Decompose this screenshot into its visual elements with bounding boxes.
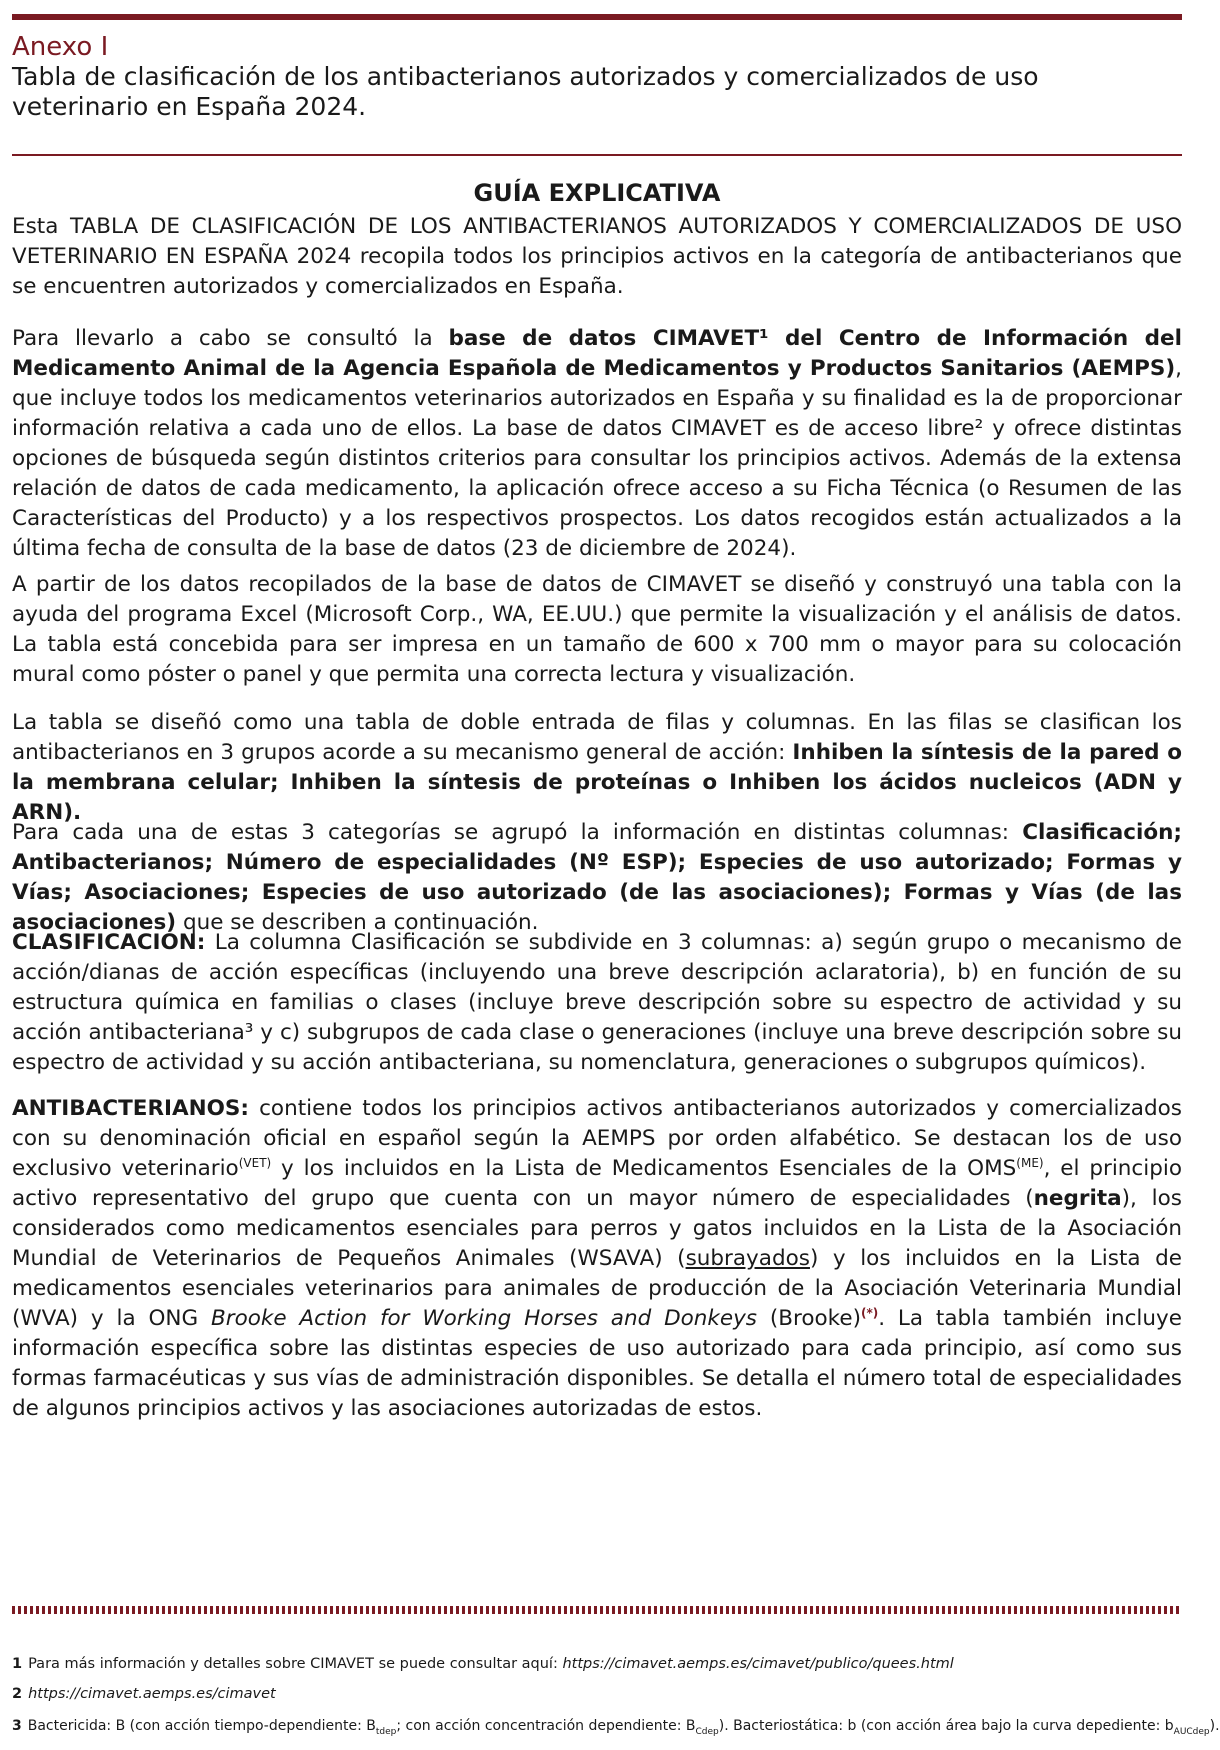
- paragraph-columns: [12, 818, 1182, 938]
- top-divider: [12, 14, 1182, 20]
- title-divider: [12, 154, 1182, 156]
- vet-superscript: (VET): [238, 1155, 272, 1170]
- star-superscript: (*): [860, 1305, 879, 1320]
- paragraph-structure: [12, 708, 1182, 828]
- footnote-3-sub-tdep: tdep: [375, 1726, 397, 1737]
- paragraph-antibacterianos: [12, 1094, 1182, 1424]
- antibacterianos-text-b: y los incluidos en la Lista de Medicamentos Esenciales de la OMS: [271, 1156, 1017, 1181]
- paragraph-intro: [12, 212, 1182, 302]
- footnote-1-number: 1: [12, 1656, 23, 1672]
- footnote-3-number: 3: [12, 1718, 22, 1734]
- document-title: Tabla de clasificación de los antibacterianos autorizados y comercializados de uso veterinario en España 2024.: [12, 62, 1039, 121]
- paragraph-intro-text: Esta TABLA DE CLASIFICACIÓN DE LOS ANTIBACTERIANOS AUTORIZADOS Y COMERCIALIZADOS DE USO VETERINARIO EN ESPAÑA 2024 recopila todos los principios activos en la categoría de antibacterianos que se encuentren autorizados y comercializados en España.: [12, 214, 1182, 299]
- antibacterianos-text-e: ) y los incluidos en la Lista de medicamentos esenciales veterinarios para animales de producción de la Asociación Veterinaria Mundial (WVA) y la ONG: [12, 1246, 1182, 1331]
- paragraph-source-text-c: , que incluye todos los medicamentos veterinarios autorizados en España y su finalidad es la de proporcionar información relativa a cada uno de ellos. La base de datos CIMAVET es de acceso libre² y ofrece distintas opciones de búsqueda según distintos criterios para consultar los principios activos. Además de la extensa relación de datos de cada medicamento, la aplicación ofrece acceso a su Ficha Técnica (o Resumen de las Características del Producto) y a los respectivos prospectos. Los datos recogidos están actualizados a la última fecha de consulta de la base de datos (23 de diciembre de 2024).: [12, 356, 1182, 561]
- paragraph-source-bold: base de datos CIMAVET¹ del Centro de Información del Medicamento Animal de la Agencia Española de Medicamentos y Productos Sanitarios (AEMPS): [12, 326, 1182, 381]
- footnote-3-text-c: ). Bacteriostática: b (con acción área bajo la curva depediente: b: [718, 1718, 1174, 1734]
- footnote-3-sub-cdep: Cdep: [695, 1726, 719, 1737]
- footnote-divider: [12, 1606, 1182, 1614]
- paragraph-columns-bold: Clasificación; Antibacterianos; Número de especialidades (Nº ESP); Especies de uso autorizado; Formas y Vías; Asociaciones; Especies de uso autorizado (de las asociaciones); Formas y Vías (de las asociaciones): [12, 820, 1182, 935]
- paragraph-source-text-a: Para llevarlo a cabo se consultó la: [12, 326, 449, 351]
- clasificacion-label: CLASIFICACIÓN:: [12, 930, 206, 955]
- footnote-1-link[interactable]: https://cimavet.aemps.es/cimavet/publico/quees.html: [562, 1656, 954, 1672]
- paragraph-columns-text-a: Para cada una de estas 3 categorías se agrupó la información en distintas columnas:: [12, 820, 1023, 845]
- section-heading: GUÍA EXPLICATIVA: [473, 179, 721, 207]
- paragraph-columns-text-c: que se describen a continuación.: [176, 910, 539, 935]
- paragraph-excel-text: A partir de los datos recopilados de la base de datos de CIMAVET se diseñó y construyó una tabla con la ayuda del programa Excel (Microsoft Corp., WA, EE.UU.) que permite la visualización y el análisis de datos. La tabla está concebida para ser impresa en un tamaño de 600 x 700 mm o mayor para su colocación mural como póster o panel y que permita una correcta lectura y visualización.: [12, 572, 1182, 687]
- footnote-3-text-b: ; con acción concentración dependiente: B: [396, 1718, 696, 1734]
- underline-example: subrayados: [685, 1246, 810, 1271]
- footnote-3-text-d: ).: [1209, 1718, 1220, 1734]
- clasificacion-text: La columna Clasificación se subdivide en 3 columnas: a) según grupo o mecanismo de acción/dianas de acción específicas (incluyendo una breve descripción aclaratoria), b) en función de su estructura química en familias o clases (incluye breve descripción sobre su espectro de actividad y su acción antibacteriana³ y c) subgrupos de cada clase o generaciones (incluye una breve descripción sobre su espectro de actividad y su acción antibacteriana, su nomenclatura, generaciones o subgrupos químicos).: [12, 930, 1182, 1075]
- footnote-2-number: 2: [12, 1686, 23, 1702]
- antibacterianos-label: ANTIBACTERIANOS:: [12, 1096, 250, 1121]
- footnote-3-sub-aucdep: AUCdep: [1173, 1726, 1210, 1737]
- paragraph-clasificacion: [12, 928, 1182, 1078]
- footnote-2-link[interactable]: https://cimavet.aemps.es/cimavet: [28, 1686, 276, 1702]
- footnote-1: [12, 1654, 1182, 1674]
- paragraph-excel: [12, 570, 1182, 690]
- footnote-2: [12, 1684, 1182, 1704]
- paragraph-structure-bold: Inhiben la síntesis de la pared o la membrana celular; Inhiben la síntesis de proteínas o Inhiben los ácidos nucleicos (ADN y ARN).: [12, 740, 1182, 825]
- brooke-name: Brooke Action for Working Horses and Donkeys: [210, 1306, 758, 1331]
- antibacterianos-text-a: contiene todos los principios activos antibacterianos autorizados y comercializados con su denominación oficial en español según la AEMPS por orden alfabético. Se destacan los de uso exclusivo veterinario: [12, 1096, 1182, 1181]
- paragraph-structure-text: La tabla se diseñó como una tabla de doble entrada de filas y columnas. En las filas se clasifican los antibacterianos en 3 grupos acorde a su mecanismo general de acción:: [12, 710, 1182, 765]
- footnote-1-text: Para más información y detalles sobre CIMAVET se puede consultar aquí:: [28, 1656, 563, 1672]
- footnote-3-text-a: Bactericida: B (con acción tiempo-dependiente: B: [27, 1718, 376, 1734]
- antibacterianos-text-f: (Brooke): [757, 1306, 861, 1331]
- antibacterianos-text-d: ), los considerados como medicamentos esenciales para perros y gatos incluidos en la Lista de la Asociación Mundial de Veterinarios de Pequeños Animales (WSAVA) (: [12, 1186, 1182, 1271]
- bold-example: negrita: [1033, 1186, 1122, 1211]
- me-superscript: (ME): [1016, 1155, 1044, 1170]
- paragraph-source: [12, 324, 1182, 564]
- antibacterianos-text-c: , el principio activo representativo del grupo que cuenta con un mayor número de especialidades (: [12, 1156, 1182, 1211]
- antibacterianos-text-g: . La tabla también incluye información específica sobre las distintas especies de uso autorizado para cada principio, así como sus formas farmacéuticas y sus vías de administración disponibles. Se detalla el número total de especialidades de algunos principios activos y las asociaciones autorizadas de estos.: [12, 1306, 1182, 1421]
- annex-label: Anexo I: [12, 32, 109, 62]
- footnote-3: [12, 1716, 1220, 1742]
